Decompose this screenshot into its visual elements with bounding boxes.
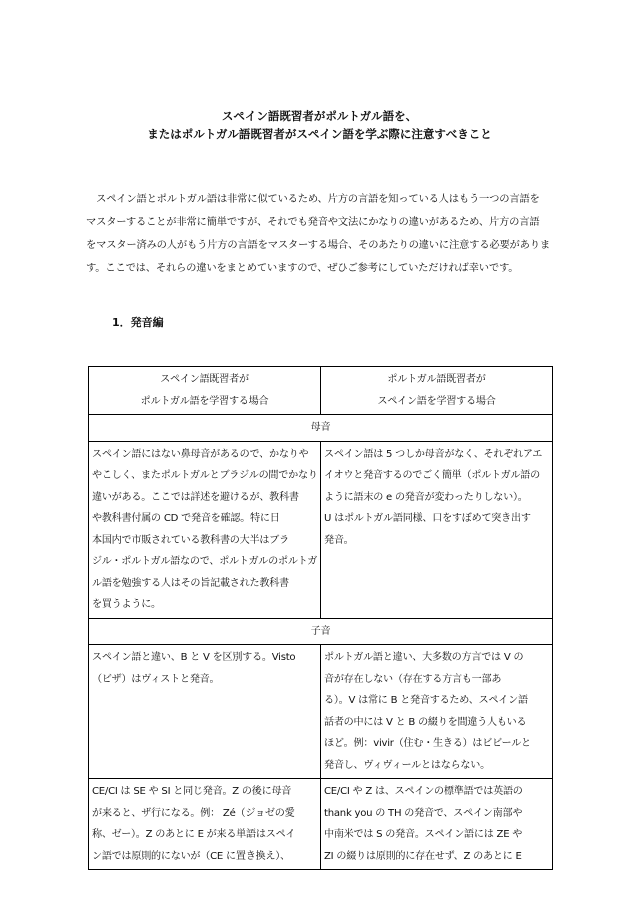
cell-line: U はポルトガル語同様、口をすぼめて突き出す (324, 513, 531, 524)
vowels-band: 母音 (89, 415, 553, 442)
cell-line: thank you の TH の発音で、スペイン南部や (324, 807, 523, 819)
header-cell-right (321, 367, 553, 415)
intro-line: をマスター済みの人がもう片方の言語をマスターする場合、そのあたりの違いに注意する必要がありま (86, 239, 550, 251)
header-line: ポルトガル語を学習する場合 (140, 395, 269, 407)
cell-line: 音が存在しない（存在する方言も一部あ (324, 673, 502, 685)
table-row (89, 441, 553, 618)
intro-paragraph (86, 188, 554, 280)
cell-line: ポルトガル語と違い、大多数の方言では V の (324, 652, 524, 663)
cell-line: イオウと発音するのでごく簡単（ポルトガル語の (324, 470, 540, 481)
cell-line: 中南米では S の発音。スペイン語には ZE や (324, 829, 523, 840)
cell-line: 発音。 (324, 534, 354, 546)
cell-line: ZI の綴りは原則的に存在せず、Z のあとに E (324, 850, 522, 862)
table-row (89, 645, 553, 779)
intro-line: マスターすることが非常に簡単ですが、それでも発音や文法にかなりの違いがあるため、片方の言語 (86, 216, 540, 228)
cell-line: や教科書付属の CD で発音を確認。特に日 (92, 513, 280, 524)
ce-right-cell (321, 779, 553, 870)
vowels-band-row (89, 415, 553, 442)
cell-line: る）。V は常に B と発音するため、スペイン語 (324, 695, 528, 706)
header-line: スペイン語を学習する場合 (377, 395, 496, 407)
cell-line: CE/CI は SE や SI と同じ発音。Z の後に母音 (92, 786, 292, 797)
cell-line: CE/CI や Z は、スペインの標準語では英語の (324, 786, 523, 797)
bv-left-cell (89, 645, 321, 779)
ce-left-cell (89, 779, 321, 870)
cell-line: ン語では原則的にないが（CE に置き換え）、 (92, 850, 290, 862)
header-line: ポルトガル語既習者が (387, 374, 486, 385)
consonants-band: 子音 (89, 618, 553, 645)
header-cell-left (89, 367, 321, 415)
cell-line: 発音し、ヴィヴィールとはならない。 (324, 759, 490, 771)
cell-line: 話者の中には V と B の綴りを間違う人もいる (324, 716, 527, 728)
document-title-line-2: またはポルトガル語既習者がスペイン語を学ぶ際に注意すべきこと (147, 127, 492, 141)
cell-line: （ビザ）はヴィストと発音。 (92, 673, 220, 685)
table-row (89, 779, 553, 870)
intro-line: す。ここでは、それらの違いをまとめていますので、ぜひご参考にしていただければ幸いです。 (86, 262, 519, 274)
cell-line: 本国内で市販されている教科書の大半はブラ (92, 534, 289, 546)
cell-line: ほど。例：vivir（住む・生きる）はビビールと (324, 738, 531, 749)
cell-line: 違いがある。ここでは詳述を避けるが、教科書 (92, 491, 299, 503)
comparison-table (88, 366, 553, 870)
cell-line: スペイン語は 5 つしか母音がなく、それぞれアエ (324, 448, 543, 460)
intro-line: スペイン語とポルトガル語は非常に似ているため、片方の言語を知っている人はもう一つの言語を (86, 193, 540, 205)
cell-line: 称、ゼー）。Z のあとに E が来る単語はスペイ (92, 829, 296, 840)
cell-line: ように語末の e の発音が変わったりしない）。 (324, 491, 528, 503)
cell-line: やこしく、またポルトガルとブラジルの間でかなり (92, 470, 318, 481)
vowels-left-cell (89, 441, 321, 618)
header-line: スペイン語既習者が (160, 374, 249, 385)
document-title-line-1: スペイン語既習者がポルトガル語を、 (221, 109, 418, 123)
cell-line: ル語を勉強する人はその旨記載された教科書 (92, 577, 289, 589)
cell-line: が来ると、ザ行になる。例： Zé（ジョゼの愛 (92, 807, 295, 819)
cell-line: を買うように。 (92, 599, 161, 610)
cell-line: ジル・ポルトガル語なので、ポルトガルのポルトガ (92, 556, 318, 567)
consonants-band-row (89, 618, 553, 645)
cell-line: スペイン語と違い、B と V を区別する。Visto (92, 652, 296, 663)
table-header-row (89, 367, 553, 415)
bv-right-cell (321, 645, 553, 779)
cell-line: スペイン語にはない鼻母音があるので、かなりや (92, 448, 309, 460)
vowels-right-cell (321, 441, 553, 618)
section-heading: 1．発音編 (112, 316, 164, 329)
